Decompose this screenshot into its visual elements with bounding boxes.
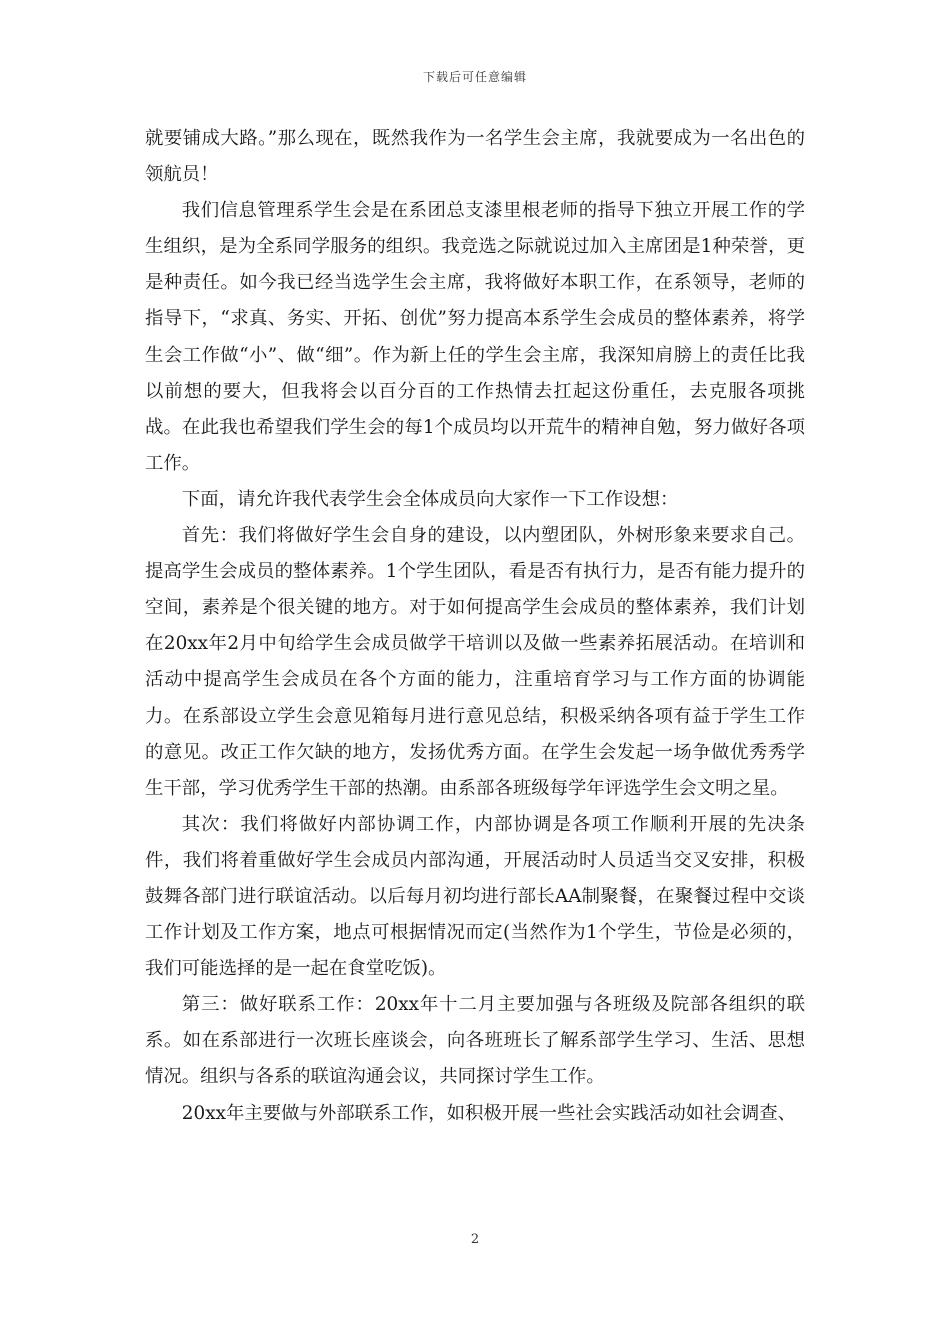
paragraph-first-point: 首先：我们将做好学生会自身的建设，以内塑团队，外树形象来要求自己。提高学生会成员的整体素养。1个学生团队，看是否有执行力，是否有能力提升的空间，素养是个很关键的地方。对于如何提高学生会成员的整体素养，我们计划在20xx年2月中旬给学生会成员做学干培训以及做一些素养拓展活动。在培训和活动中提高学生会成员在各个方面的能力，注重培育学习与工作方面的协调能力。在系部设立学生会意见箱每月进行意见总结，积极采纳各项有益于学生工作的意见。改正工作欠缺的地方，发扬优秀方面。在学生会发起一场争做优秀秀学生干部，学习优秀学生干部的热潮。由系部各班级每学年评选学生会文明之星。 [145,525,805,799]
paragraph-continuation: 就要铺成大路。”那么现在，既然我作为一名学生会主席，我就要成为一名出色的领航员！ [145,128,805,186]
paragraph-external-contact: 20xx年主要做与外部联系工作，如积极开展一些社会实践活动如社会调查、 [181,1102,797,1124]
paragraph-second-point: 其次：我们将做好内部协调工作，内部协调是各项工作顺利开展的先决条件，我们将着重做好学生会成员内部沟通，开展活动时人员适当交叉安排，积极鼓舞各部门进行联谊活动。以后每月初均进行部长AA制聚餐，在聚餐过程中交谈工作计划及工作方案，地点可根据情况而定(当然作为1个学生，节俭是必须的，我们可能选择的是一起在食堂吃饭)。 [145,813,805,980]
paragraph-student-union-intro: 我们信息管理系学生会是在系团总支漆里根老师的指导下独立开展工作的学生组织，是为全系同学服务的组织。我竞选之际就说过加入主席团是1种荣誉，更是种责任。如今我已经当选学生会主席，我将做好本职工作，在系领导，老师的指导下，“求真、务实、开拓、创优”努力提高本系学生会成员的整体素养，将学生会工作做“小”、做“细”。作为新上任的学生会主席，我深知肩膀上的责任比我以前想的要大，但我将会以百分百的工作热情去扛起这份重任，去克服各项挑战。在此我也希望我们学生会的每1个成员均以开荒牛的精神自勉，努力做好各项工作。 [145,200,805,474]
paragraph-third-point: 第三：做好联系工作：20xx年十二月主要加强与各班级及院部各组织的联系。如在系部进行一次班长座谈会，向各班班长了解系部学生学习、生活、思想情况。组织与各系的联谊沟通会议，共同探讨学生工作。 [145,994,805,1088]
document-body [145,121,805,1132]
page-header-note: 下载后可任意编辑 [422,70,527,84]
paragraph-work-plan-intro: 下面，请允许我代表学生会全体成员向大家作一下工作设想： [181,488,679,510]
page-number: 2 [470,1232,480,1247]
